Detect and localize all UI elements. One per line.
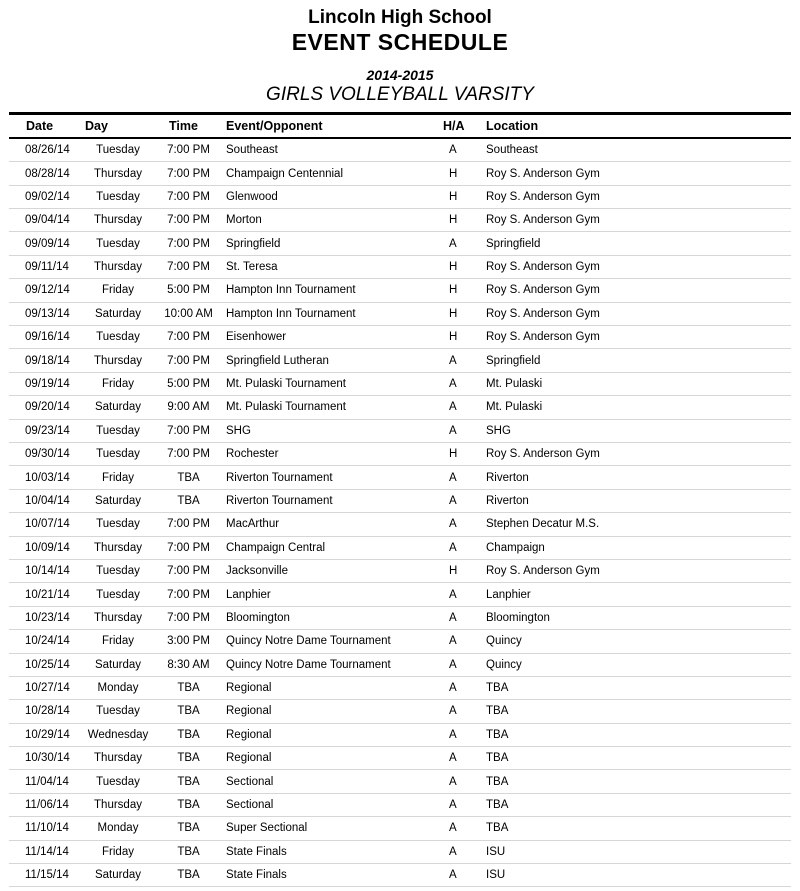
cell-ha: A [442, 630, 484, 653]
cell-ha: H [442, 279, 484, 302]
cell-location: Riverton [484, 489, 791, 512]
cell-day: Thursday [79, 793, 157, 816]
cell-event: Jacksonville [220, 559, 442, 582]
schedule-table-header [9, 113, 791, 138]
cell-date: 10/27/14 [9, 676, 79, 699]
cell-event: Glenwood [220, 185, 442, 208]
cell-ha: A [442, 817, 484, 840]
cell-ha: A [442, 466, 484, 489]
cell-day: Thursday [79, 162, 157, 185]
cell-date: 10/30/14 [9, 747, 79, 770]
table-row [9, 185, 791, 208]
cell-time: 7:00 PM [157, 255, 220, 278]
cell-date: 10/25/14 [9, 653, 79, 676]
cell-ha: A [442, 419, 484, 442]
cell-location: Stephen Decatur M.S. [484, 513, 791, 536]
cell-time: 7:00 PM [157, 185, 220, 208]
cell-time: TBA [157, 840, 220, 863]
cell-date: 08/28/14 [9, 162, 79, 185]
cell-time: TBA [157, 466, 220, 489]
table-row [9, 419, 791, 442]
cell-day: Tuesday [79, 513, 157, 536]
cell-event: Southeast [220, 138, 442, 162]
cell-time: 7:00 PM [157, 559, 220, 582]
column-header-day: Day [79, 113, 157, 138]
cell-location: Southeast [484, 138, 791, 162]
table-row [9, 583, 791, 606]
cell-date: 11/15/14 [9, 864, 79, 887]
cell-ha: A [442, 770, 484, 793]
cell-time: 7:00 PM [157, 513, 220, 536]
cell-location: ISU [484, 864, 791, 887]
cell-location: Mt. Pulaski [484, 372, 791, 395]
cell-event: MacArthur [220, 513, 442, 536]
table-row [9, 326, 791, 349]
cell-ha: A [442, 138, 484, 162]
table-row [9, 864, 791, 887]
table-row [9, 630, 791, 653]
table-row [9, 349, 791, 372]
cell-day: Thursday [79, 349, 157, 372]
cell-ha: H [442, 255, 484, 278]
cell-date: 09/13/14 [9, 302, 79, 325]
cell-date: 10/29/14 [9, 723, 79, 746]
cell-location: TBA [484, 770, 791, 793]
table-row [9, 840, 791, 863]
cell-ha: A [442, 513, 484, 536]
cell-ha: H [442, 559, 484, 582]
table-row [9, 489, 791, 512]
cell-ha: A [442, 372, 484, 395]
cell-time: TBA [157, 723, 220, 746]
cell-time: 7:00 PM [157, 232, 220, 255]
column-header-time: Time [157, 113, 220, 138]
cell-ha: A [442, 864, 484, 887]
cell-event: Morton [220, 209, 442, 232]
cell-day: Friday [79, 630, 157, 653]
cell-day: Friday [79, 279, 157, 302]
school-name: Lincoln High School [308, 7, 492, 28]
cell-date: 09/11/14 [9, 255, 79, 278]
table-row [9, 255, 791, 278]
cell-event: State Finals [220, 840, 442, 863]
cell-ha: H [442, 162, 484, 185]
cell-day: Friday [79, 372, 157, 395]
table-row [9, 606, 791, 629]
cell-time: 7:00 PM [157, 138, 220, 162]
cell-date: 09/04/14 [9, 209, 79, 232]
table-row [9, 466, 791, 489]
cell-date: 11/14/14 [9, 840, 79, 863]
table-row [9, 372, 791, 395]
cell-event: St. Teresa [220, 255, 442, 278]
cell-location: Roy S. Anderson Gym [484, 302, 791, 325]
schedule-table-container [9, 112, 791, 888]
cell-day: Wednesday [79, 723, 157, 746]
cell-event: Quincy Notre Dame Tournament [220, 630, 442, 653]
cell-event: Sectional [220, 770, 442, 793]
cell-event: State Finals [220, 864, 442, 887]
cell-event: Champaign Central [220, 536, 442, 559]
cell-event: Sectional [220, 793, 442, 816]
cell-time: 7:00 PM [157, 162, 220, 185]
table-row [9, 559, 791, 582]
cell-location: Roy S. Anderson Gym [484, 162, 791, 185]
cell-event: Riverton Tournament [220, 489, 442, 512]
cell-location: Bloomington [484, 606, 791, 629]
cell-event: Quincy Notre Dame Tournament [220, 653, 442, 676]
cell-time: 7:00 PM [157, 443, 220, 466]
table-row [9, 817, 791, 840]
cell-location: TBA [484, 747, 791, 770]
cell-event: Regional [220, 747, 442, 770]
cell-day: Saturday [79, 653, 157, 676]
table-row [9, 536, 791, 559]
cell-date: 09/23/14 [9, 419, 79, 442]
cell-time: 7:00 PM [157, 536, 220, 559]
cell-day: Tuesday [79, 185, 157, 208]
cell-day: Friday [79, 840, 157, 863]
table-row [9, 232, 791, 255]
cell-day: Tuesday [79, 232, 157, 255]
cell-event: Regional [220, 700, 442, 723]
cell-time: TBA [157, 793, 220, 816]
cell-location: Roy S. Anderson Gym [484, 559, 791, 582]
season-label: 2014-2015 [366, 67, 434, 84]
cell-location: Springfield [484, 349, 791, 372]
cell-day: Tuesday [79, 559, 157, 582]
cell-time: TBA [157, 817, 220, 840]
cell-day: Tuesday [79, 443, 157, 466]
cell-ha: A [442, 606, 484, 629]
cell-ha: A [442, 723, 484, 746]
cell-time: TBA [157, 747, 220, 770]
cell-location: Roy S. Anderson Gym [484, 255, 791, 278]
cell-day: Thursday [79, 606, 157, 629]
column-header-date: Date [9, 113, 79, 138]
cell-ha: A [442, 536, 484, 559]
cell-location: TBA [484, 793, 791, 816]
cell-event: Mt. Pulaski Tournament [220, 372, 442, 395]
cell-time: 8:30 AM [157, 653, 220, 676]
cell-day: Tuesday [79, 138, 157, 162]
cell-ha: H [442, 443, 484, 466]
cell-day: Tuesday [79, 700, 157, 723]
table-row [9, 279, 791, 302]
page-title: EVENT SCHEDULE [291, 28, 509, 55]
cell-day: Saturday [79, 302, 157, 325]
cell-event: SHG [220, 419, 442, 442]
cell-event: Lanphier [220, 583, 442, 606]
cell-day: Monday [79, 817, 157, 840]
cell-date: 09/16/14 [9, 326, 79, 349]
cell-location: TBA [484, 676, 791, 699]
cell-ha: H [442, 326, 484, 349]
column-header-location: Location [484, 113, 791, 138]
cell-time: TBA [157, 676, 220, 699]
cell-event: Hampton Inn Tournament [220, 279, 442, 302]
cell-event: Springfield Lutheran [220, 349, 442, 372]
cell-time: 7:00 PM [157, 326, 220, 349]
cell-time: 7:00 PM [157, 606, 220, 629]
cell-time: 3:00 PM [157, 630, 220, 653]
cell-event: Mt. Pulaski Tournament [220, 396, 442, 419]
cell-location: TBA [484, 700, 791, 723]
cell-location: Riverton [484, 466, 791, 489]
table-row [9, 747, 791, 770]
cell-date: 10/04/14 [9, 489, 79, 512]
cell-time: 9:00 AM [157, 396, 220, 419]
cell-event: Bloomington [220, 606, 442, 629]
header-row [9, 113, 791, 138]
cell-location: ISU [484, 840, 791, 863]
cell-day: Tuesday [79, 419, 157, 442]
cell-date: 11/06/14 [9, 793, 79, 816]
cell-ha: A [442, 396, 484, 419]
table-row [9, 793, 791, 816]
table-row [9, 723, 791, 746]
cell-time: 7:00 PM [157, 583, 220, 606]
cell-event: Springfield [220, 232, 442, 255]
table-row [9, 513, 791, 536]
cell-time: TBA [157, 700, 220, 723]
schedule-table [9, 112, 791, 888]
cell-location: TBA [484, 817, 791, 840]
cell-ha: H [442, 209, 484, 232]
cell-date: 09/30/14 [9, 443, 79, 466]
table-row [9, 676, 791, 699]
cell-ha: H [442, 185, 484, 208]
table-row [9, 700, 791, 723]
cell-day: Saturday [79, 864, 157, 887]
cell-time: TBA [157, 489, 220, 512]
cell-location: Springfield [484, 232, 791, 255]
cell-time: 7:00 PM [157, 419, 220, 442]
cell-ha: A [442, 489, 484, 512]
cell-day: Tuesday [79, 770, 157, 793]
cell-date: 11/10/14 [9, 817, 79, 840]
cell-date: 08/26/14 [9, 138, 79, 162]
cell-location: Roy S. Anderson Gym [484, 279, 791, 302]
cell-time: TBA [157, 864, 220, 887]
cell-date: 09/09/14 [9, 232, 79, 255]
cell-ha: A [442, 232, 484, 255]
cell-location: Lanphier [484, 583, 791, 606]
table-row [9, 653, 791, 676]
cell-date: 11/04/14 [9, 770, 79, 793]
cell-date: 10/07/14 [9, 513, 79, 536]
cell-location: Roy S. Anderson Gym [484, 326, 791, 349]
cell-date: 09/02/14 [9, 185, 79, 208]
cell-event: Champaign Centennial [220, 162, 442, 185]
cell-time: 5:00 PM [157, 279, 220, 302]
table-row [9, 443, 791, 466]
cell-day: Monday [79, 676, 157, 699]
cell-location: SHG [484, 419, 791, 442]
cell-ha: A [442, 653, 484, 676]
cell-date: 09/18/14 [9, 349, 79, 372]
cell-day: Thursday [79, 747, 157, 770]
cell-time: 5:00 PM [157, 372, 220, 395]
cell-date: 10/21/14 [9, 583, 79, 606]
team-subtitle: GIRLS VOLLEYBALL VARSITY [266, 84, 534, 106]
cell-location: Roy S. Anderson Gym [484, 443, 791, 466]
cell-date: 09/19/14 [9, 372, 79, 395]
cell-day: Friday [79, 466, 157, 489]
cell-date: 10/24/14 [9, 630, 79, 653]
cell-location: Roy S. Anderson Gym [484, 209, 791, 232]
cell-ha: A [442, 583, 484, 606]
cell-day: Tuesday [79, 326, 157, 349]
column-header-event: Event/Opponent [220, 113, 442, 138]
cell-location: TBA [484, 723, 791, 746]
cell-event: Super Sectional [220, 817, 442, 840]
table-row [9, 302, 791, 325]
cell-date: 10/14/14 [9, 559, 79, 582]
cell-time: TBA [157, 770, 220, 793]
column-header-ha: H/A [442, 113, 484, 138]
cell-ha: A [442, 840, 484, 863]
cell-event: Rochester [220, 443, 442, 466]
cell-ha: H [442, 302, 484, 325]
cell-event: Eisenhower [220, 326, 442, 349]
cell-time: 7:00 PM [157, 209, 220, 232]
cell-location: Roy S. Anderson Gym [484, 185, 791, 208]
table-row [9, 162, 791, 185]
cell-day: Thursday [79, 255, 157, 278]
cell-day: Tuesday [79, 583, 157, 606]
cell-ha: A [442, 676, 484, 699]
cell-location: Quincy [484, 653, 791, 676]
cell-event: Riverton Tournament [220, 466, 442, 489]
cell-time: 7:00 PM [157, 349, 220, 372]
cell-event: Regional [220, 676, 442, 699]
cell-location: Champaign [484, 536, 791, 559]
cell-date: 10/23/14 [9, 606, 79, 629]
schedule-table-body [9, 138, 791, 887]
document-header [0, 0, 800, 106]
cell-location: Mt. Pulaski [484, 396, 791, 419]
cell-date: 10/28/14 [9, 700, 79, 723]
cell-event: Hampton Inn Tournament [220, 302, 442, 325]
cell-ha: A [442, 747, 484, 770]
cell-day: Saturday [79, 489, 157, 512]
cell-date: 10/03/14 [9, 466, 79, 489]
table-row [9, 396, 791, 419]
cell-date: 09/20/14 [9, 396, 79, 419]
cell-location: Quincy [484, 630, 791, 653]
cell-date: 09/12/14 [9, 279, 79, 302]
cell-event: Regional [220, 723, 442, 746]
cell-day: Thursday [79, 209, 157, 232]
cell-time: 10:00 AM [157, 302, 220, 325]
cell-day: Thursday [79, 536, 157, 559]
table-row [9, 138, 791, 162]
cell-day: Saturday [79, 396, 157, 419]
cell-date: 10/09/14 [9, 536, 79, 559]
table-row [9, 209, 791, 232]
table-row [9, 770, 791, 793]
cell-ha: A [442, 700, 484, 723]
cell-ha: A [442, 349, 484, 372]
cell-ha: A [442, 793, 484, 816]
